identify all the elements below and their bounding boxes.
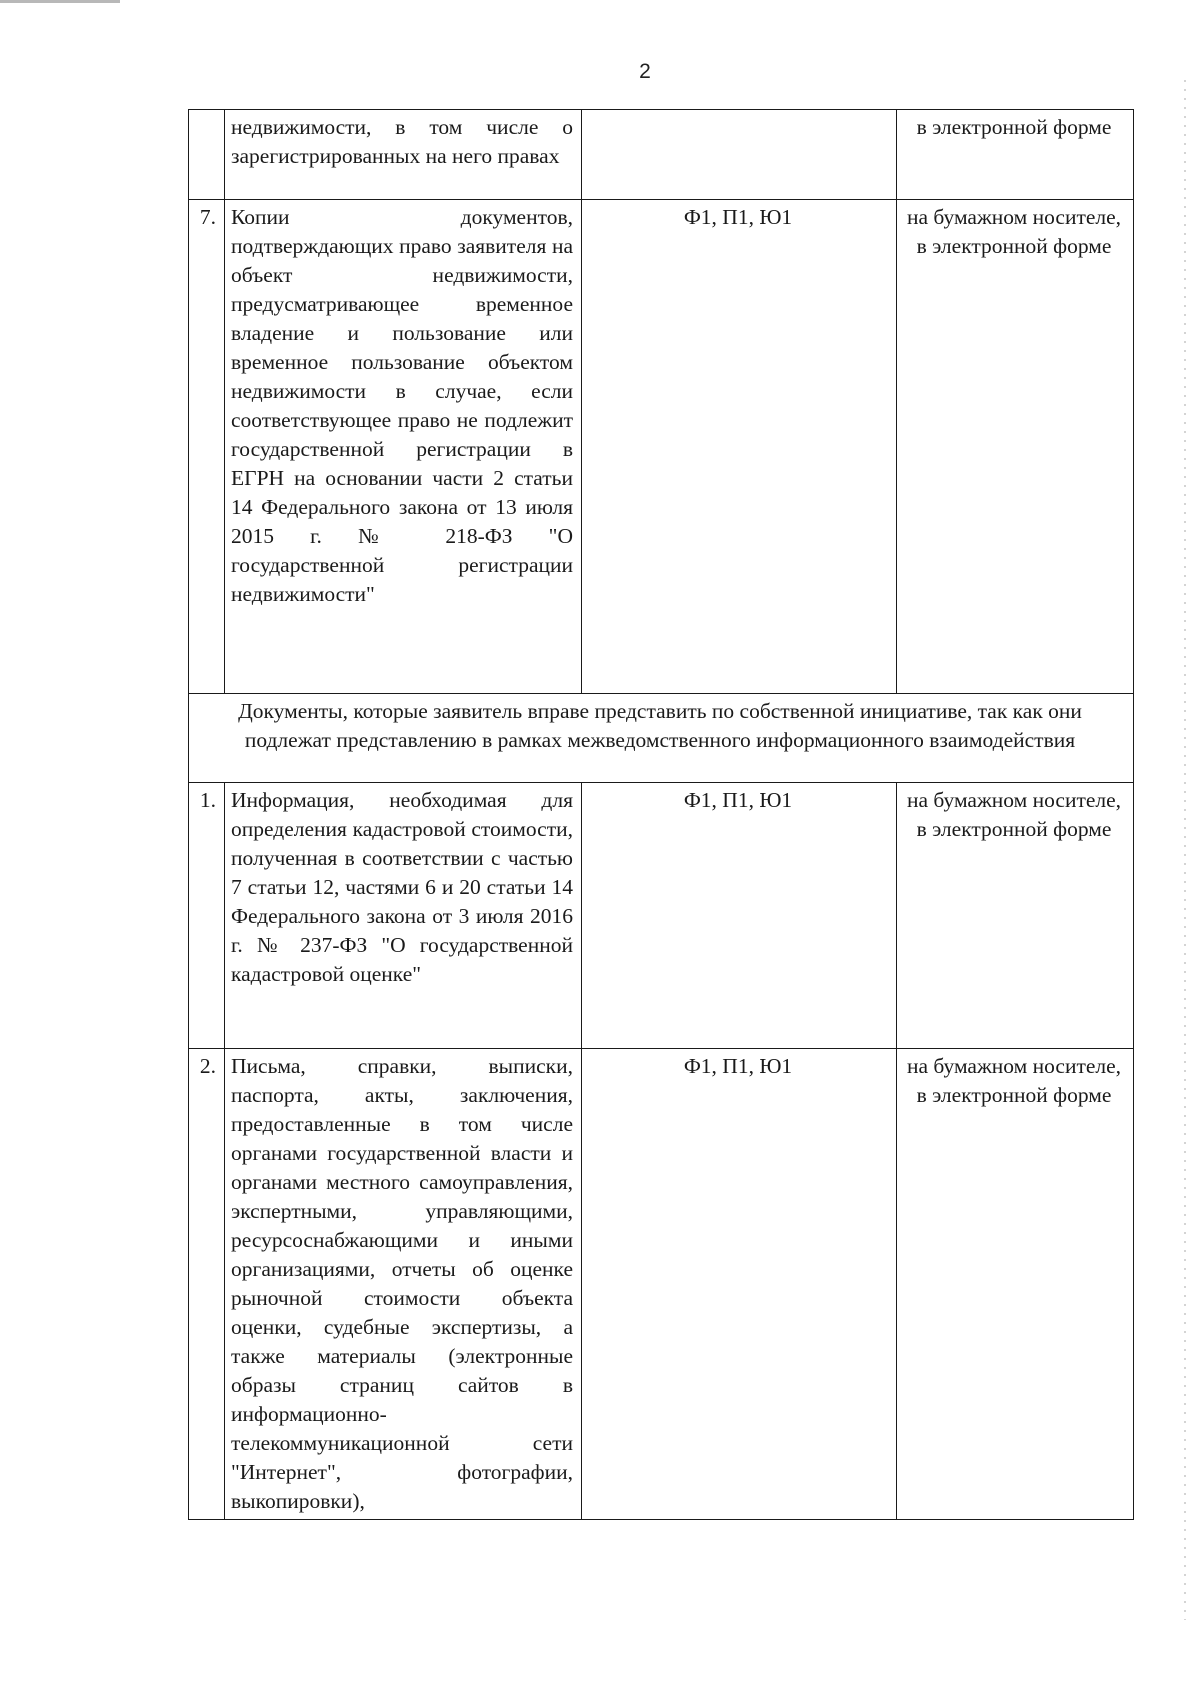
applicant-categories: Ф1, П1, Ю1: [582, 200, 897, 694]
scan-edge-marks: [1184, 80, 1186, 1620]
row-number: [189, 110, 225, 200]
table-row: [189, 783, 1134, 1049]
document-description: Информация, необходимая для определения кадастровой стоимости, полученная в соответствии с частью 7 статьи 12, частями 6 и 20 статьи 14 Федерального закона от 3 июля 2016 г. № 237-ФЗ "О государственной кадастровой оценке": [225, 783, 582, 1049]
table-row: [189, 200, 1134, 694]
row-number: 2.: [189, 1049, 225, 1520]
section-header-row: [189, 694, 1134, 783]
applicant-categories: [582, 110, 897, 200]
submission-form: на бумажном носителе, в электронной форме: [897, 783, 1134, 1049]
document-description: Копии документов, подтверждающих право заявителя на объект недвижимости, предусматривающее временное владение и пользование или временное пользование объектом недвижимости в случае, если соответствующее право не подлежит государственной регистрации в ЕГРН на основании части 2 статьи 14 Федерального закона от 13 июля 2015 г. № 218-ФЗ "О государственной регистрации недвижимости": [225, 200, 582, 694]
row-number: 1.: [189, 783, 225, 1049]
applicant-categories: Ф1, П1, Ю1: [582, 1049, 897, 1520]
documents-table: [188, 109, 1134, 1520]
submission-form: на бумажном носителе, в электронной форме: [897, 1049, 1134, 1520]
table-row: [189, 1049, 1134, 1520]
submission-form: на бумажном носителе, в электронной форме: [897, 200, 1134, 694]
applicant-categories: Ф1, П1, Ю1: [582, 783, 897, 1049]
page-number: 2: [639, 60, 651, 83]
section-header: Документы, которые заявитель вправе представить по собственной инициативе, так как они подлежат представлению в рамках межведомственного информационного взаимодействия: [189, 694, 1134, 783]
document-description: Письма, справки, выписки, паспорта, акты, заключения, предоставленные в том числе органами государственной власти и органами местного самоуправления, экспертными, управляющими, ресурсоснабжающими и иными организациями, отчеты об оценке рыночной стоимости объекта оценки, судебные экспертизы, а также материалы (электронные образы страниц сайтов в информационно-телекоммуникационной сети "Интернет", фотографии, выкопировки),: [225, 1049, 582, 1520]
submission-form: в электронной форме: [897, 110, 1134, 200]
scan-edge-artifact: [0, 0, 120, 3]
row-number: 7.: [189, 200, 225, 694]
table-row: [189, 110, 1134, 200]
document-description: недвижимости, в том числе о зарегистрированных на него правах: [225, 110, 582, 200]
